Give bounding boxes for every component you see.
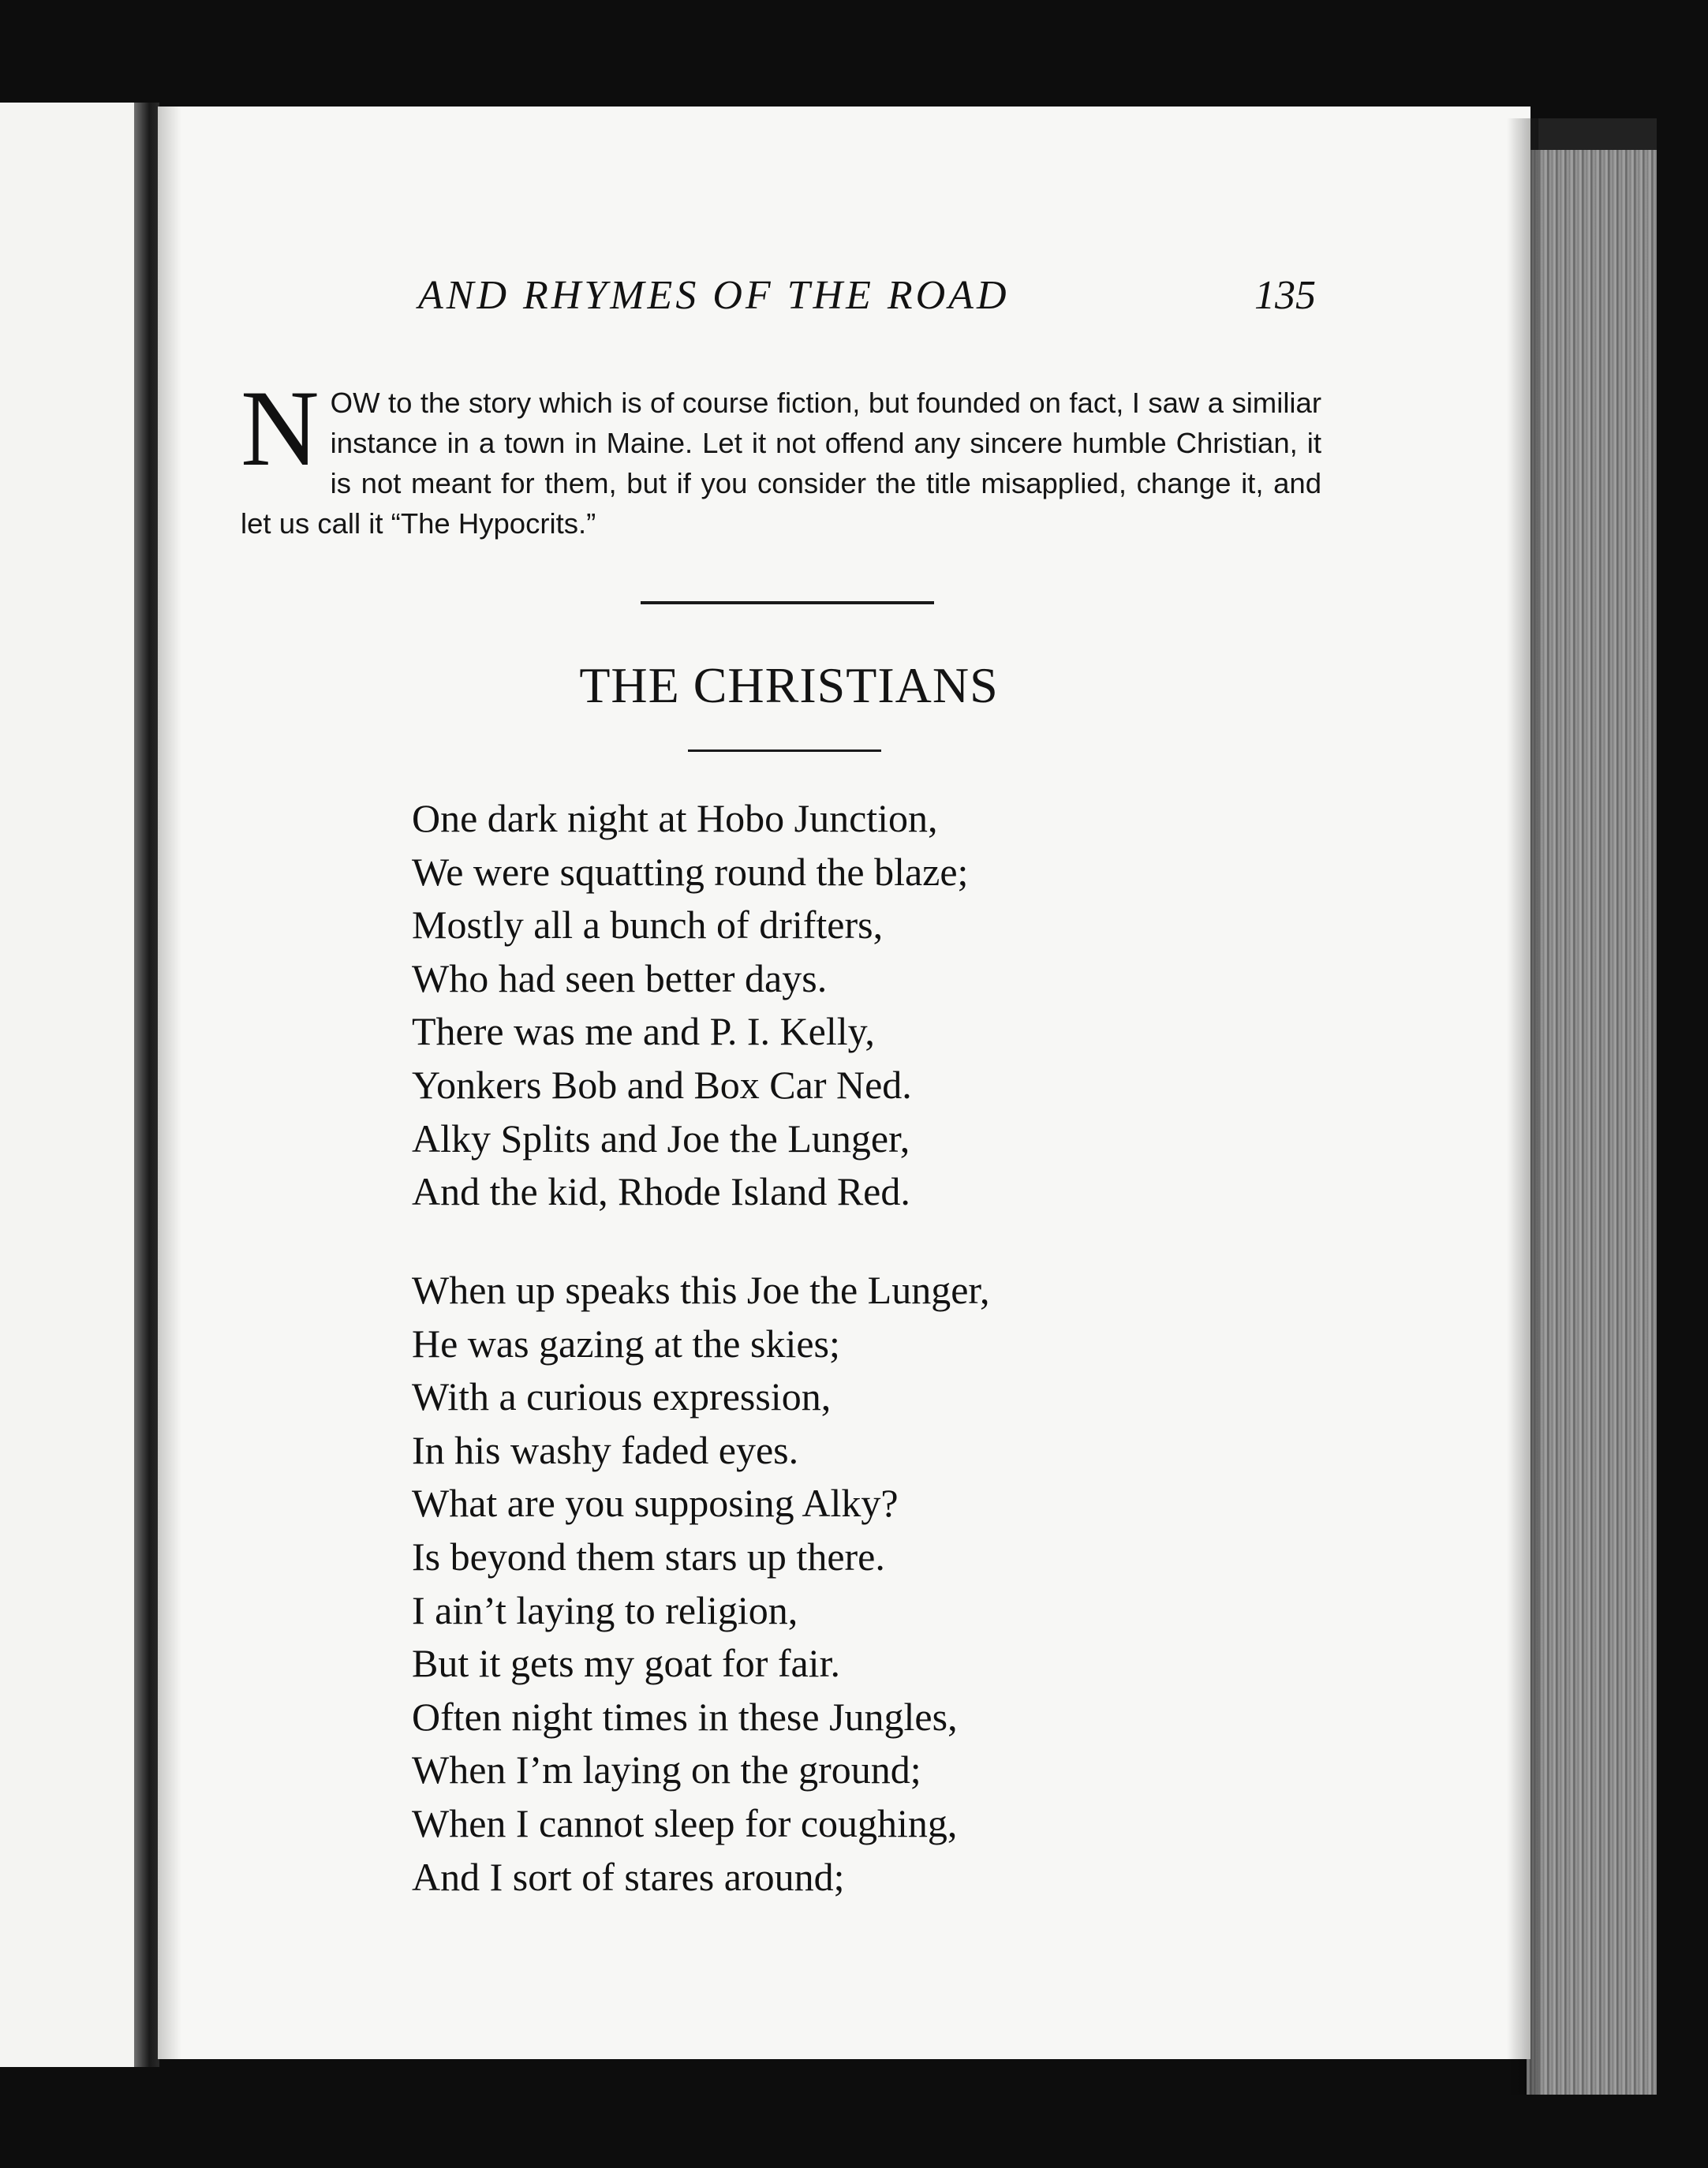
poem-line: When I’m laying on the ground; — [412, 1747, 921, 1792]
page-inner-shadow — [158, 107, 181, 2059]
poem-line: There was me and P. I. Kelly, — [412, 1009, 875, 1054]
poem-line: And the kid, Rhode Island Red. — [412, 1169, 910, 1214]
intro-paragraph — [241, 368, 1321, 544]
poem-line: Is beyond them stars up there. — [412, 1534, 885, 1579]
poem-title: THE CHRISTIANS — [579, 657, 999, 713]
poem-line: And I sort of stares around; — [412, 1854, 845, 1899]
title-underline — [688, 749, 881, 752]
poem-stanza-1 — [412, 792, 968, 1219]
poem-line: Mostly all a bunch of drifters, — [412, 903, 884, 948]
drop-cap: N — [241, 368, 320, 488]
left-facing-page — [0, 103, 140, 2067]
poem-line: Alky Splits and Joe the Lunger, — [412, 1116, 910, 1161]
poem-line: We were squatting round the blaze; — [412, 849, 969, 894]
poem-line: When I cannot sleep for coughing, — [412, 1800, 958, 1845]
poem-line: I ain’t laying to religion, — [412, 1587, 798, 1632]
book-gutter — [134, 103, 159, 2067]
section-divider — [641, 601, 934, 604]
book-page-edges — [1527, 118, 1657, 2095]
poem-line: With a curious expression, — [412, 1374, 832, 1419]
poem-stanza-2 — [412, 1264, 990, 1904]
poem-line: When up speaks this Joe the Lunger, — [412, 1268, 990, 1312]
running-head: AND RHYMES OF THE ROAD — [418, 273, 1010, 318]
book-edge-top — [1527, 118, 1657, 150]
intro-text: OW to the story which is of course fiction, but founded on fact, I saw a similiar instance in a town in Maine. Let it not offend any sincere humble Christian, it is not meant for them, but if you consider the title misapplied, change it, and let us call it “The Hypocrits.” — [241, 387, 1321, 540]
poem-line: In his washy faded eyes. — [412, 1427, 799, 1472]
page-number: 135 — [1254, 273, 1316, 318]
poem-line: Who had seen better days. — [412, 955, 828, 1000]
poem-line: One dark night at Hobo Junction, — [412, 796, 938, 840]
poem-line: Often night times in these Jungles, — [412, 1694, 958, 1739]
poem-line: Yonkers Bob and Box Car Ned. — [412, 1062, 912, 1107]
poem-line: He was gazing at the skies; — [412, 1321, 840, 1366]
page-edge-shade — [1507, 118, 1538, 2095]
poem-line: What are you supposing Alky? — [412, 1481, 899, 1526]
poem-line: But it gets my goat for fair. — [412, 1641, 840, 1686]
